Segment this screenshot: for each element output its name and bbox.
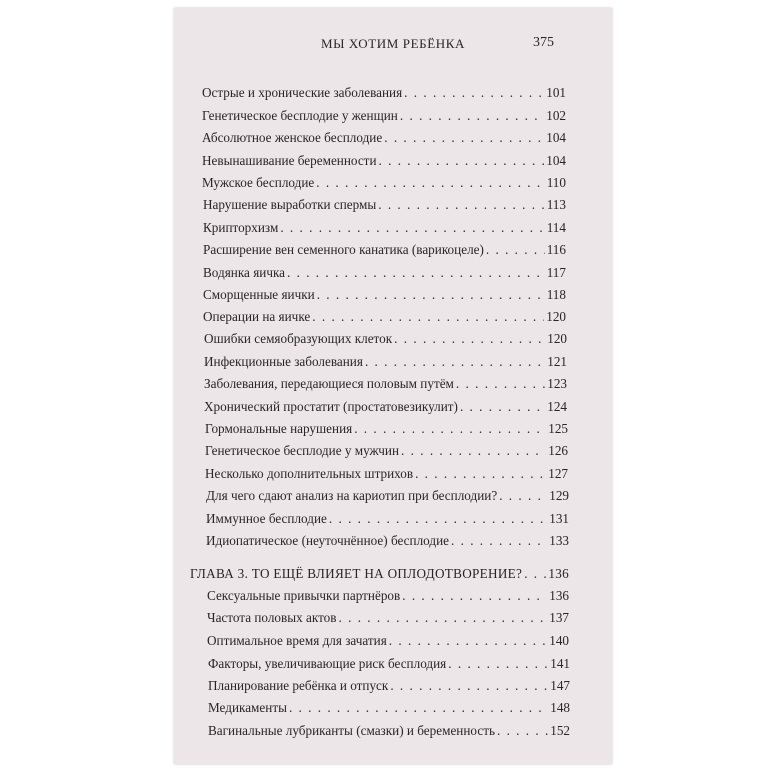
toc-chapter-heading bbox=[190, 566, 569, 582]
toc-entry bbox=[202, 175, 566, 191]
dot-leader bbox=[499, 488, 547, 504]
dot-leader bbox=[415, 466, 546, 482]
dot-leader bbox=[312, 309, 544, 325]
toc-entry-page: 120 bbox=[546, 309, 566, 324]
dot-leader bbox=[354, 421, 546, 437]
dot-leader bbox=[365, 354, 545, 370]
toc-entry-page: 127 bbox=[548, 466, 568, 481]
toc-entry-page: 131 bbox=[549, 511, 569, 526]
dot-leader bbox=[339, 610, 548, 626]
dot-leader bbox=[524, 566, 546, 582]
toc-entry-page: 147 bbox=[550, 678, 570, 693]
toc-entry-title: Генетическое бесплодие у женщин bbox=[202, 108, 398, 123]
dot-leader bbox=[400, 108, 544, 124]
toc-entry-title: Факторы, увеличивающие риск бесплодия bbox=[208, 656, 447, 671]
toc-entry-page: 121 bbox=[547, 354, 567, 369]
toc-entry bbox=[208, 700, 570, 716]
dot-leader bbox=[404, 85, 544, 101]
toc-entry-page: 118 bbox=[546, 287, 566, 302]
toc-entry-page: 126 bbox=[548, 443, 568, 458]
dot-leader bbox=[451, 533, 547, 549]
dot-leader bbox=[448, 656, 548, 672]
toc-entry-page: 123 bbox=[547, 376, 567, 391]
toc-entry bbox=[208, 678, 570, 694]
toc-entry bbox=[202, 153, 566, 169]
toc-entry-title: Для чего сдают анализ на кариотип при бесплодии? bbox=[206, 488, 498, 503]
toc-entry bbox=[203, 242, 566, 258]
toc-entry-title: Хронический простатит (простатовезикулит) bbox=[204, 399, 458, 414]
dot-leader bbox=[401, 443, 546, 459]
toc-entry-page: 152 bbox=[550, 723, 570, 738]
toc-entry-title: Острые и хронические заболевания bbox=[202, 85, 403, 100]
toc-entry-title: Невынашивание беременности bbox=[202, 153, 377, 168]
toc-entry-title: Гормональные нарушения bbox=[205, 421, 353, 436]
dot-leader bbox=[456, 376, 545, 392]
toc-entry-title: Нарушение выработки спермы bbox=[203, 197, 377, 212]
toc-entry-title: Сморщенные яички bbox=[203, 287, 315, 302]
dot-leader bbox=[390, 678, 548, 694]
toc-entry-title: Оптимальное время для зачатия bbox=[207, 633, 387, 648]
toc-entry bbox=[205, 421, 568, 437]
toc-entry-title: Вагинальные лубриканты (смазки) и беременность bbox=[208, 723, 495, 738]
book-page bbox=[174, 8, 612, 764]
toc-entry-page: 140 bbox=[549, 633, 569, 648]
toc-entry-page: 117 bbox=[546, 265, 566, 280]
toc-entry-page: 125 bbox=[548, 421, 568, 436]
dot-leader bbox=[316, 175, 544, 191]
toc-entry-title: Сексуальные привычки партнёров bbox=[207, 588, 401, 603]
toc-entry-title: Несколько дополнительных штрихов bbox=[205, 466, 414, 481]
toc-entry bbox=[207, 610, 569, 626]
toc-entry bbox=[202, 85, 566, 101]
toc-entry-title: Частота половых актов bbox=[207, 610, 337, 625]
toc-entry bbox=[204, 376, 567, 392]
dot-leader bbox=[389, 633, 547, 649]
toc-entry-title: Генетическое бесплодие у мужчин bbox=[205, 443, 400, 458]
toc-entry-page: 113 bbox=[546, 197, 566, 212]
toc-entry-title: Расширение вен семенного канатика (варикоцеле) bbox=[203, 242, 484, 257]
toc-entry-page: 141 bbox=[550, 656, 570, 671]
toc-entry bbox=[204, 399, 567, 415]
toc-entry bbox=[207, 633, 569, 649]
toc-entry bbox=[205, 466, 568, 482]
toc-entry-title: Водянка яичка bbox=[203, 265, 286, 280]
toc-entry-title: Ошибки семяобразующих клеток bbox=[204, 331, 393, 346]
toc-entry bbox=[207, 588, 569, 604]
toc-entry-title: Инфекционные заболевания bbox=[204, 354, 363, 369]
toc-entry-page: 110 bbox=[546, 175, 566, 190]
toc-entry-title: ГЛАВА 3. ТО ЕЩЁ ВЛИЯЕТ НА ОПЛОДОТВОРЕНИЕ? bbox=[190, 566, 523, 581]
dot-leader bbox=[497, 723, 548, 739]
dot-leader bbox=[329, 511, 547, 527]
toc-entry-page: 102 bbox=[546, 108, 566, 123]
toc-entry-title: Мужское бесплодие bbox=[202, 175, 315, 190]
toc-entry-page: 136 bbox=[548, 566, 569, 581]
toc-entry-title: Идиопатическое (неуточнённое) бесплодие bbox=[206, 533, 449, 548]
toc-entry-page: 116 bbox=[546, 242, 566, 257]
page-number: 375 bbox=[533, 35, 554, 50]
toc-entry bbox=[204, 354, 567, 370]
toc-entry-page: 137 bbox=[549, 610, 569, 625]
toc-entry bbox=[206, 511, 569, 527]
toc-entry-page: 148 bbox=[550, 700, 570, 715]
toc-entry bbox=[205, 443, 568, 459]
running-header-title: МЫ ХОТИМ РЕБЁНКА bbox=[320, 36, 466, 51]
toc-entry bbox=[206, 488, 569, 504]
dot-leader bbox=[280, 220, 544, 236]
toc-entry-page: 104 bbox=[546, 130, 566, 145]
toc-entry bbox=[203, 265, 566, 281]
toc-entry-page: 114 bbox=[546, 220, 566, 235]
toc-entry-page: 120 bbox=[547, 331, 567, 346]
toc-entry-page: 104 bbox=[546, 153, 566, 168]
toc-entry bbox=[202, 108, 566, 124]
toc-entry-title: Медикаменты bbox=[208, 700, 287, 715]
dot-leader bbox=[394, 331, 545, 347]
table-of-contents bbox=[174, 8, 612, 764]
toc-entry bbox=[203, 287, 566, 303]
toc-entry-title: Абсолютное женское бесплодие bbox=[202, 130, 383, 145]
toc-entry-page: 136 bbox=[549, 588, 569, 603]
toc-entry-title: Операции на яичке bbox=[203, 309, 311, 324]
toc-entry-title: Иммунное бесплодие bbox=[206, 511, 327, 526]
dot-leader bbox=[402, 588, 547, 604]
toc-entry bbox=[208, 656, 570, 672]
toc-entry-title: Заболевания, передающиеся половым путём bbox=[204, 376, 454, 391]
toc-entry-title: Крипторхизм bbox=[203, 220, 279, 235]
toc-entry bbox=[204, 331, 567, 347]
toc-entry bbox=[203, 220, 566, 236]
toc-entry bbox=[203, 197, 566, 213]
dot-leader bbox=[379, 153, 545, 169]
dot-leader bbox=[460, 399, 545, 415]
dot-leader bbox=[486, 242, 545, 258]
dot-leader bbox=[317, 287, 545, 303]
toc-entry-page: 101 bbox=[546, 85, 566, 100]
toc-entry-title: Планирование ребёнка и отпуск bbox=[208, 678, 389, 693]
toc-entry-page: 129 bbox=[549, 488, 569, 503]
toc-entry bbox=[203, 309, 566, 325]
toc-entry-page: 133 bbox=[549, 533, 569, 548]
toc-entry bbox=[208, 723, 570, 739]
toc-entry bbox=[206, 533, 569, 549]
toc-entry bbox=[202, 130, 566, 146]
dot-leader bbox=[287, 265, 545, 281]
dot-leader bbox=[378, 197, 544, 213]
toc-entry-page: 124 bbox=[547, 399, 567, 414]
dot-leader bbox=[384, 130, 544, 146]
dot-leader bbox=[289, 700, 548, 716]
